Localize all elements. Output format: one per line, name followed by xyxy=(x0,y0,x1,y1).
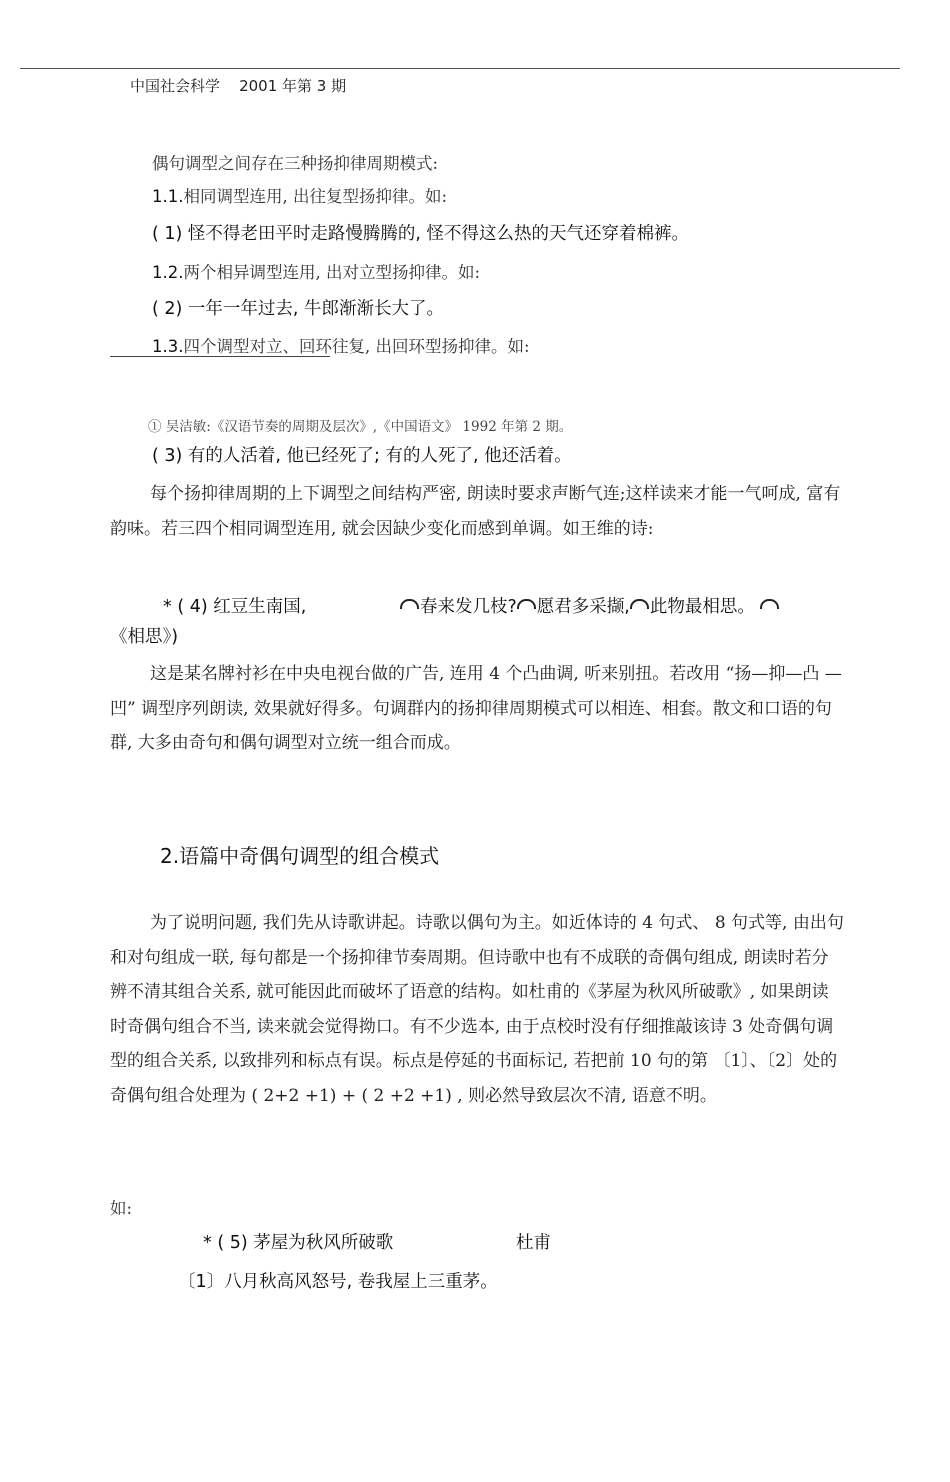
convex-contour-icon xyxy=(630,599,649,609)
item-1-1-text: 相同调型连用, 出往复型扬抑律。如: xyxy=(183,187,448,206)
poem-segments xyxy=(400,593,780,618)
item-1-3 xyxy=(152,333,530,357)
item-1-3-number: 1.3. xyxy=(152,337,184,356)
example-5-author: 杜甫 xyxy=(516,1233,551,1253)
poem-segment-4: 此物最相思。 xyxy=(649,597,755,617)
poem-segment-3: 愿君多采撷, xyxy=(536,597,630,617)
paragraph-1: 每个扬抑律周期的上下调型之间结构严密, 朗读时要求声断气连;这样读来才能一气呵成, 富有韵味。若三四个相同调型连用, 就会因缺少变化而感到单调。如王维的诗: xyxy=(110,484,841,539)
journal-name: 中国社会科学 xyxy=(130,77,221,95)
example-2: ( 2) 一年一年过去, 牛郎渐渐长大了。 xyxy=(152,299,445,319)
running-header xyxy=(130,75,346,96)
example-3: ( 3) 有的人活着, 他已经死了; 有的人死了, 他还活着。 xyxy=(152,446,572,466)
footnote-rule xyxy=(110,356,330,357)
item-1-2 xyxy=(152,259,480,283)
convex-contour-icon xyxy=(517,599,536,609)
section-heading: 2.语篇中奇偶句调型的组合模式 xyxy=(160,844,440,868)
item-1-3-text: 四个调型对立、回环往复, 出回环型扬抑律。如: xyxy=(183,337,530,356)
item-1-2-number: 1.2. xyxy=(152,263,184,282)
poem-verse-1: 〔1〕八月秋高风怒号, 卷我屋上三重茅。 xyxy=(178,1272,498,1292)
paragraph-2: 这是某名牌衬衫在中央电视台做的广告, 连用 4 个凸曲调, 听来别扭。若改用 “扬—抑—凸 —凹” 调型序列朗读, 效果就好得多。句调群内的扬抑律周期模式可以相连、相套。散文和口语的句群, 大多由奇句和偶句调型对立统一组合而成。 xyxy=(110,664,842,753)
convex-contour-icon xyxy=(400,599,419,609)
footnote: ① 吴洁敏:《汉语节奏的周期及层次》,《中国语文》 1992 年第 2 期。 xyxy=(148,419,573,435)
issue-number: 2001 年第 3 期 xyxy=(239,77,347,95)
poem-segment-2: 春来发几枝? xyxy=(420,597,517,617)
convex-contour-icon xyxy=(760,599,779,609)
poem-line xyxy=(163,593,306,618)
poem-lead: * ( 4) 红豆生南国, xyxy=(163,597,307,617)
ru-label: 如: xyxy=(110,1199,133,1218)
item-1-1 xyxy=(152,183,447,207)
paragraph-3: 为了说明问题, 我们先从诗歌讲起。诗歌以偶句为主。如近体诗的 4 句式、 8 句式等, 由出句和对句组成一联, 每句都是一个扬抑律节奏周期。但诗歌中也有不成联的奇偶句组成, 朗读时若分辨不清其组合关系, 就可能因此而破坏了语意的结构。如杜甫的《茅屋为秋风所破歌》, 如果朗读时奇偶句组合不当, 读来就会觉得拗口。有不少选本, 由于点校时没有仔细推敲该诗 3 处奇偶句调型的组合关系, 以致排列和标点有误。标点是停延的书面标记, 若把前 10 句的第 〔1〕、〔2〕处的奇偶句组合处理为 ( 2+2 +1) + ( 2 +2 +1) , 则必然导致层次不清, 语意不明。 xyxy=(110,913,844,1106)
poem-source: 《相思》) xyxy=(110,627,179,647)
header-rule xyxy=(20,68,900,69)
example-1: ( 1) 怪不得老田平时走路慢腾腾的, 怪不得这么热的天气还穿着棉裤。 xyxy=(152,224,690,244)
item-1-1-number: 1.1. xyxy=(152,187,184,206)
example-5-title: * ( 5) 茅屋为秋风所破歌 xyxy=(203,1233,394,1253)
item-1-2-text: 两个相异调型连用, 出对立型扬抑律。如: xyxy=(183,263,481,282)
intro-line: 偶句调型之间存在三种扬抑律周期模式: xyxy=(152,154,439,173)
